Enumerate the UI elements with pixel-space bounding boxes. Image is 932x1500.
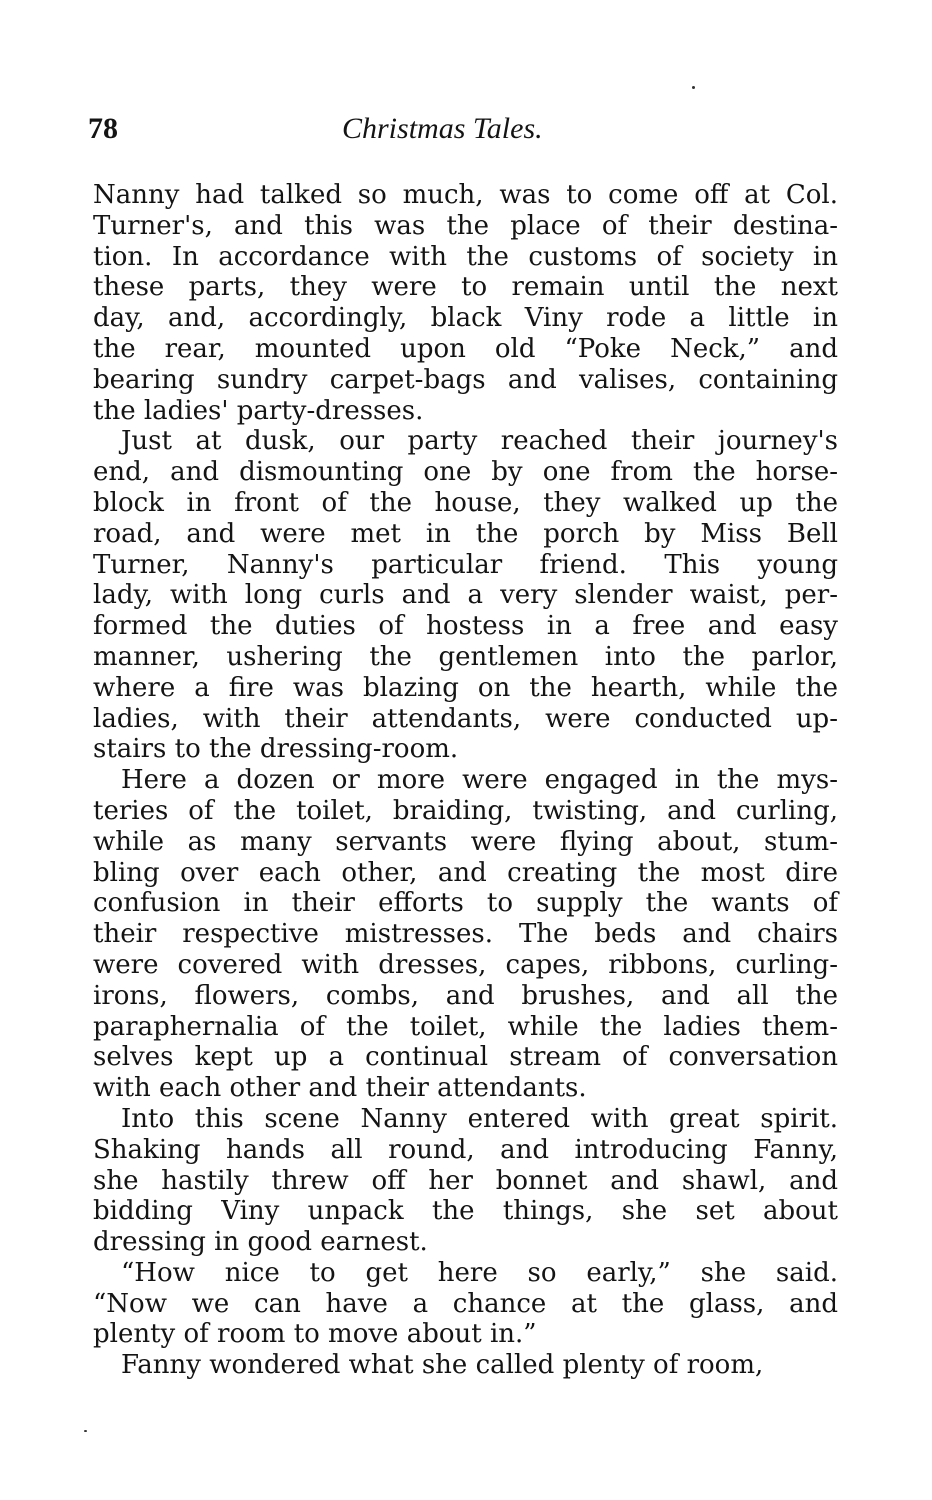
paragraph-start: Just at dusk, our party reached their journey's xyxy=(121,426,838,457)
text-line: block in front of the house, they walked up the xyxy=(93,487,838,518)
text-line: selves kept up a continual stream of conversation xyxy=(93,1042,838,1073)
text-line: “Now we can have a chance at the glass, and xyxy=(93,1288,838,1319)
text-line: formed the duties of hostess in a free and easy xyxy=(93,611,838,642)
text-line: bidding Viny unpack the things, she set about xyxy=(93,1196,838,1227)
text-line: stairs to the dressing-room. xyxy=(93,734,459,765)
text-line: while as many servants were flying about, stum- xyxy=(93,826,838,857)
text-line: their respective mistresses. The beds and chairs xyxy=(93,919,838,950)
paragraph-start: Into this scene Nanny entered with great spirit. xyxy=(121,1103,838,1134)
text-line: road, and were met in the porch by Miss Bell xyxy=(93,518,838,549)
text-line: with each other and their attendants. xyxy=(93,1073,587,1104)
text-line: where a fire was blazing on the hearth, while the xyxy=(93,672,838,703)
text-line: teries of the toilet, braiding, twisting, and curling, xyxy=(93,795,838,826)
text-line: the ladies' party-dresses. xyxy=(93,395,424,426)
text-line: Shaking hands all round, and introducing Fanny, xyxy=(93,1134,838,1165)
text-line: these parts, they were to remain until the next xyxy=(93,272,838,303)
text-line: she hastily threw off her bonnet and shawl, and xyxy=(93,1165,838,1196)
body-text xyxy=(93,180,838,1381)
paragraph-start: Fanny wondered what she called plenty of room, xyxy=(121,1350,764,1381)
text-line: paraphernalia of the toilet, while the ladies them- xyxy=(93,1011,838,1042)
text-line: day, and, accordingly, black Viny rode a little in xyxy=(93,303,838,334)
text-line: lady, with long curls and a very slender waist, per- xyxy=(93,580,838,611)
text-line: the rear, mounted upon old “Poke Neck,” and xyxy=(93,333,838,364)
text-line: dressing in good earnest. xyxy=(93,1227,428,1258)
text-line: ladies, with their attendants, were conducted up- xyxy=(93,703,838,734)
page-number: 78 xyxy=(88,112,118,145)
print-speck xyxy=(84,1430,87,1432)
text-line: Turner's, and this was the place of their destina- xyxy=(93,210,838,241)
text-line: irons, flowers, combs, and brushes, and all the xyxy=(93,980,838,1011)
text-line: Turner, Nanny's particular friend. This young xyxy=(93,549,838,580)
text-line: bearing sundry carpet-bags and valises, containing xyxy=(93,364,838,395)
text-line: end, and dismounting one by one from the horse- xyxy=(93,457,838,488)
text-line: confusion in their efforts to supply the wants of xyxy=(93,888,838,919)
text-line: tion. In accordance with the customs of society in xyxy=(93,241,838,272)
text-line: plenty of room to move about in.” xyxy=(93,1319,537,1350)
page-header xyxy=(88,112,836,152)
text-line: were covered with dresses, capes, ribbons, curling- xyxy=(93,949,838,980)
print-speck xyxy=(692,86,695,89)
text-line: Nanny had talked so much, was to come off at Col. xyxy=(93,180,838,210)
running-title: Christmas Tales. xyxy=(342,112,543,145)
text-line: bling over each other, and creating the most dire xyxy=(93,857,838,888)
paragraph-start: Here a dozen or more were engaged in the mys- xyxy=(121,765,838,796)
paragraph-start: “How nice to get here so early,” she said. xyxy=(121,1257,838,1288)
text-line: manner, ushering the gentlemen into the parlor, xyxy=(93,641,838,672)
